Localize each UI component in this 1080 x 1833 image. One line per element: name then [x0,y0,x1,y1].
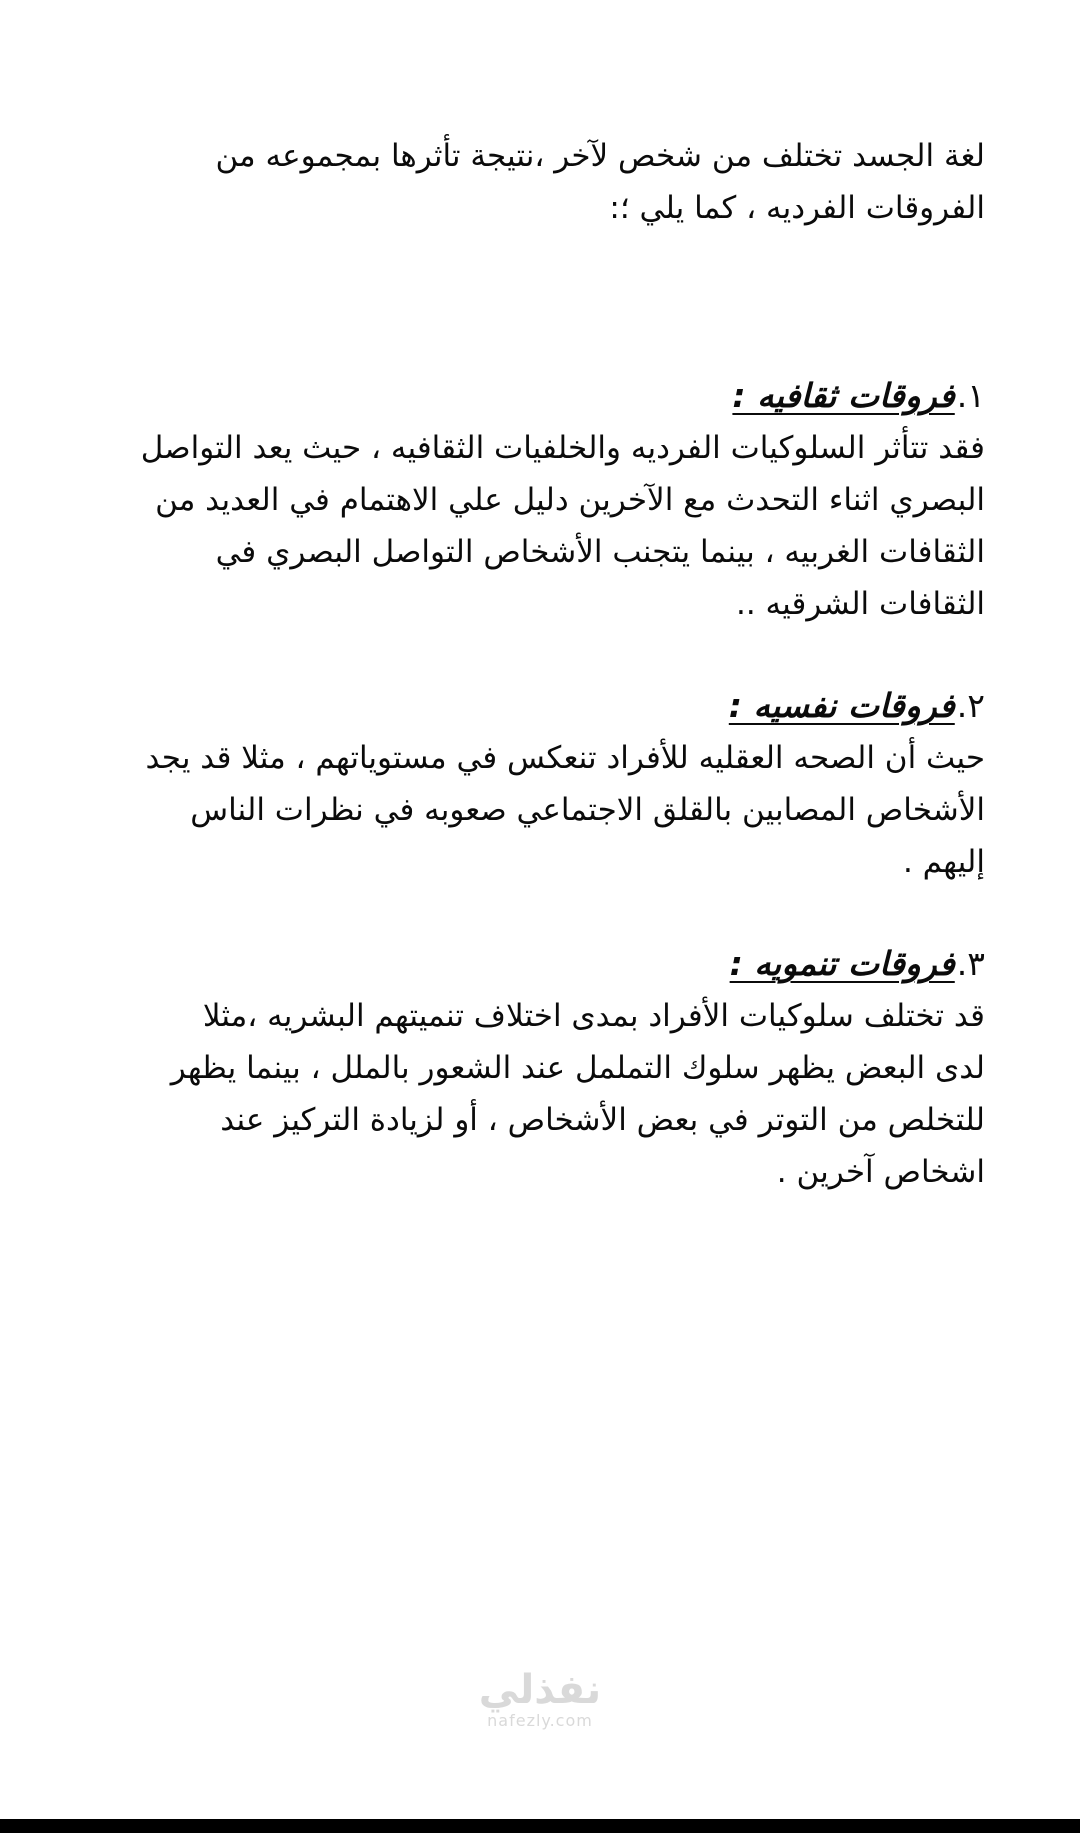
section-heading [70,370,985,422]
watermark-logo: نفذلي [478,1667,602,1713]
section-number: ١. [956,376,985,415]
section-heading [70,680,985,732]
section-number: ٣. [956,944,985,983]
section-psychological [70,680,985,888]
bottom-bar [0,1819,1080,1833]
section-body: حيث أن الصحه العقليه للأفراد تنعكس في مستوياتهم ، مثلا قد يجد الأشخاص المصابين بالقلق الاجتماعي صعوبه في نظرات الناس إليهم . [145,740,985,880]
section-title: فروقات نفسيه : [728,686,955,725]
intro-paragraph: لغة الجسد تختلف من شخص لآخر ،نتيجة تأثرها بمجموعه من الفروقات الفرديه ، كما يلي ؛: [215,138,985,226]
section-title: فروقات ثقافيه : [732,376,955,415]
section-body: قد تختلف سلوكيات الأفراد بمدى اختلاف تنميتهم البشريه ،مثلا لدى البعض يظهر سلوك التململ عند الشعور بالملل ، بينما يظهر للتخلص من التوتر في بعض الأشخاص ، أو لزيادة التركيز عند اشخاص آخرين . [170,998,985,1190]
section-cultural [70,370,985,630]
section-developmental [70,938,985,1198]
section-heading [70,938,985,990]
section-title: فروقات تنمويه : [729,944,955,983]
section-body: فقد تتأثر السلوكيات الفرديه والخلفيات الثقافيه ، حيث يعد التواصل البصري اثناء التحدث مع الآخرين دليل علي الاهتمام في العديد من الثقافات الغربيه ، بينما يتجنب الأشخاص التواصل البصري في الثقافات الشرقيه .. [140,430,985,622]
watermark-site: nafezly.com [487,1711,593,1730]
watermark [0,1668,1080,1730]
section-number: ٢. [956,686,985,725]
